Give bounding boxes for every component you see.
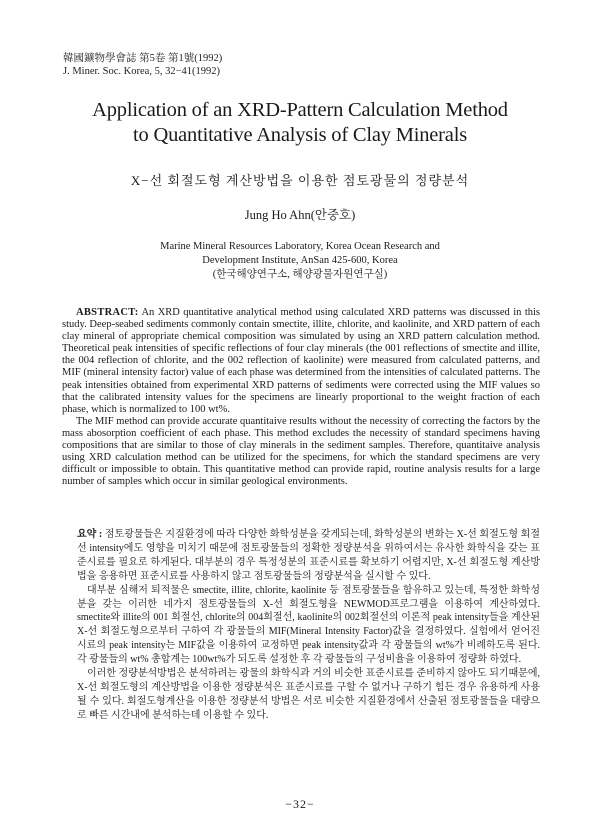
affiliation-line-3: (한국해양연구소, 해양광물자원연구실)	[212, 269, 388, 280]
korean-abstract-paragraph-2: 대부분 심해저 퇴적물은 smectite, illite, chlorite, kaolinite 등 점토광물들을 함유하고 있는데, 특정한 화학성분을 갖는 이러한 네가지 점토광물들의 X-선 회절도형을 NEWMOD프로그램을 이용하여 계산하였다. smectite와 illite의 001 회절선, chlorite의 004회절선, kaolinite의 002회절선의 이론적 peak intensity들을 계산된 X-선 회절도형으로부터 구하여 각 광물들의 MIF(Mineral Intensity Factor)값을 결정하였다. 실험에서 얻어진 시료의 peak intensity는 MIF값을 이용하여 교정하면 peak intensity값과 각 광물들의 wt%가 비례하도록 된다. 각 광물들의 wt% 총합계는 100wt%가 되도록 설정한 후 각 광물들의 구성비율을 이용하여 정량화 하였다.	[77, 584, 540, 666]
affiliation	[0, 240, 600, 282]
author-name: Jung Ho Ahn(안중호)	[244, 208, 356, 222]
korean-abstract-paragraph-3: 이러한 정량분석방법은 분석하려는 광물의 화학식과 거의 비슷한 표준시료를 준비하지 않아도 되기때문에, X-선 회절도형의 계산방법을 이용한 정량분석은 표준시료를 구할 수 없거나 구하기 힘든 경우 유용하게 사용될 수 있다. 회절도형계산을 이용한 정량분석 방법은 서로 비슷한 지질환경에서 산출된 점토광물들을 대량으로 빠른 시간내에 분석하는데 이용할 수 있다.	[77, 668, 540, 721]
paper-title-line-2: to Quantitative Analysis of Clay Minerals	[133, 124, 467, 146]
abstract-paragraph-1	[62, 307, 540, 416]
paper-title-line-1: Application of an XRD-Pattern Calculation Method	[92, 99, 508, 121]
korean-abstract-label: 요약 :	[77, 529, 103, 540]
korean-title: X−선 회절도형 계산방법을 이용한 점토광물의 정량분석	[130, 173, 470, 188]
abstract-paragraph-2: The MIF method can provide accurate quantitaive results without the necessity of correcting the factors by the mass abosorption coefficient of each phase. This method excludes the necessity of standard specimens having compositions that are similar to those of clay minerals in the sediment samples. Therefore, quantitaive analysis using XRD calculation method can be utilized for the specimens, for which the standard specimens are very difficult or impossible to obtain. This quantitative method can provide rapid, routine analysis results for a large number of samples which occur in similar geological environments.	[62, 415, 540, 488]
korean-abstract-text-1: 점토광물들은 지질환경에 따라 다양한 화학성분을 갖게되는데, 화학성분의 변화는 X-선 회절도형 회절선 intensity에도 영향을 미치기 때문에 점토광물들의 정확한 정량분석을 위하여서는 유사한 화학식을 갖는 표준시료를 필요로 하게된다. 대부분의 경우 특정성분의 표준시료를 확보하기 어렵지만, X-선 회절도형 계산방법을 응용하면 표준시료를 사용하지 않고 점토광물들의 정량분석을 실시할 수 있다.	[77, 529, 540, 582]
affiliation-line-1: Marine Mineral Resources Laboratory, Korea Ocean Research and	[160, 241, 440, 252]
page-number: −32−	[285, 797, 315, 811]
affiliation-line-2: Development Institute, AnSan 425-600, Korea	[202, 255, 398, 266]
korean-abstract-paragraph-1	[77, 528, 540, 584]
abstract-label: ABSTRACT:	[76, 307, 139, 318]
journal-citation-english: J. Miner. Soc. Korea, 5, 32−41(1992)	[63, 66, 220, 77]
english-abstract	[62, 307, 540, 488]
korean-abstract	[77, 528, 540, 723]
abstract-text-1: An XRD quantitative analytical method using calculated XRD patterns was discussed in this study. Deep-seabed sediments commonly contain smectite, illite, chlorite, and kaolinite, and XRD pattern of each clay mineral of appropriate chemical composition was simulated by using an XRD pattern calculation method. Theoretical peak intensities of specific reflections of four clay minerals (the 001 reflections of smectite and illite, the 004 reflection of chlorite, and the 002 reflection of kaolinite) were measured from calculated patterns, and MIF (mineral intensity factor) value of each phase was determined from the intensities of calculated patterns. The peak intensities obtained from experimental XRD patterns of sediments were corrected using the MIF values so that the calibrated intensity values for the specimens are linearly proportional to the weight fraction of each phase, which is normalized to 100 wt%.	[62, 307, 540, 415]
journal-citation-korean: 韓國鑛物學會誌 第5卷 第1號(1992)	[63, 53, 223, 64]
journal-citation	[63, 52, 222, 78]
paper-title	[0, 98, 600, 148]
